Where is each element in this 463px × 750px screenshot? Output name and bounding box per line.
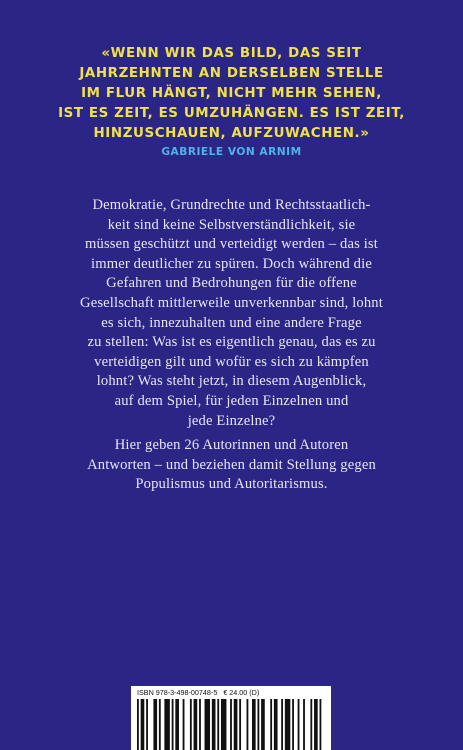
blurb-line: auf dem Spiel, für jeden Einzelnen und — [114, 392, 349, 409]
blurb-line: verteidigen gilt und wofür es sich zu kämpfen — [94, 353, 369, 370]
barcode-bar — [194, 699, 198, 750]
barcode-bar — [199, 699, 201, 750]
quote-line: «WENN WIR DAS BILD, DAS SEIT — [101, 46, 362, 61]
blurb-paragraph-1 — [0, 196, 463, 431]
barcode-bar — [285, 699, 290, 750]
barcode-bar — [298, 699, 300, 750]
blurb-line: keit sind keine Selbstverständlichkeit, sie — [107, 216, 356, 233]
blurb-line: Hier geben 26 Autorinnen und Autoren — [114, 437, 349, 453]
barcode-bar — [217, 699, 219, 750]
back-cover-quote — [0, 44, 463, 144]
barcode-label — [131, 686, 331, 750]
barcode-bar — [175, 699, 179, 750]
barcode-icon — [137, 699, 325, 750]
barcode-bar — [190, 699, 192, 750]
barcode-bar — [172, 699, 174, 750]
blurb-line: Populismus und Autoritarismus. — [135, 476, 328, 493]
blurb-line: immer deutlicher zu spüren. Doch während die — [91, 255, 372, 272]
blurb-line: Antworten – und beziehen damit Stellung gegen — [87, 456, 376, 473]
barcode-bar — [303, 699, 305, 750]
blurb-line: Gefahren und Bedrohungen für die offene — [106, 275, 357, 292]
blurb-line: lohnt? Was steht jetzt, in diesem Augenblick, — [96, 373, 367, 390]
barcode-bar — [205, 699, 210, 750]
quote-author: GABRIELE VON ARNIM — [161, 146, 302, 158]
barcode-bar — [230, 699, 232, 750]
isbn-text — [137, 688, 259, 697]
barcode-bar — [320, 699, 322, 750]
barcode-bar — [239, 699, 241, 750]
blurb-line: müssen geschützt und verteidigt werden – das ist — [85, 236, 378, 253]
barcode-bar — [183, 699, 185, 750]
barcode-bar — [247, 699, 249, 750]
blurb-line: es sich, innezuhalten und eine andere Frage — [101, 314, 362, 331]
barcode-bar — [281, 699, 283, 750]
blurb-paragraph-2 — [0, 436, 463, 495]
barcode-bar — [159, 699, 161, 750]
barcode-bar — [212, 699, 216, 750]
barcode-bar — [314, 699, 318, 750]
barcode-bar — [270, 699, 272, 750]
blurb-line: zu stellen: Was ist es eigentlich genau, das es zu — [87, 334, 376, 351]
barcode-bar — [153, 699, 157, 750]
barcode-bar — [234, 699, 238, 750]
barcode-bar — [274, 699, 278, 750]
price: € 24.00 (D) — [223, 688, 260, 697]
barcode-bar — [146, 699, 148, 750]
barcode-bar — [141, 699, 145, 750]
quote-line: HINZUSCHAUEN, AUFZUWACHEN.» — [93, 126, 370, 141]
blurb-line: Gesellschaft mittlerweile unverkennbar sind, lohnt — [80, 294, 383, 311]
blurb-line: jede Einzelne? — [187, 412, 276, 429]
barcode-bar — [252, 699, 256, 750]
barcode-bar — [137, 699, 139, 750]
barcode-bar — [310, 699, 312, 750]
barcode-bar — [257, 699, 259, 750]
barcode-bar — [164, 699, 169, 750]
isbn-number: ISBN 978-3-498-00748-5 — [137, 688, 218, 697]
quote-line: IM FLUR HÄNGT, NICHT MEHR SEHEN, — [81, 86, 382, 101]
blurb-line: Demokratie, Grundrechte und Rechtsstaatlich- — [92, 197, 371, 213]
barcode-bar — [292, 699, 294, 750]
quote-line: JAHRZEHNTEN AN DERSELBEN STELLE — [79, 66, 384, 81]
quote-line: IST ES ZEIT, ES UMZUHÄNGEN. ES IST ZEIT, — [58, 106, 405, 121]
barcode-bar — [261, 699, 265, 750]
barcode-bar — [221, 699, 226, 750]
